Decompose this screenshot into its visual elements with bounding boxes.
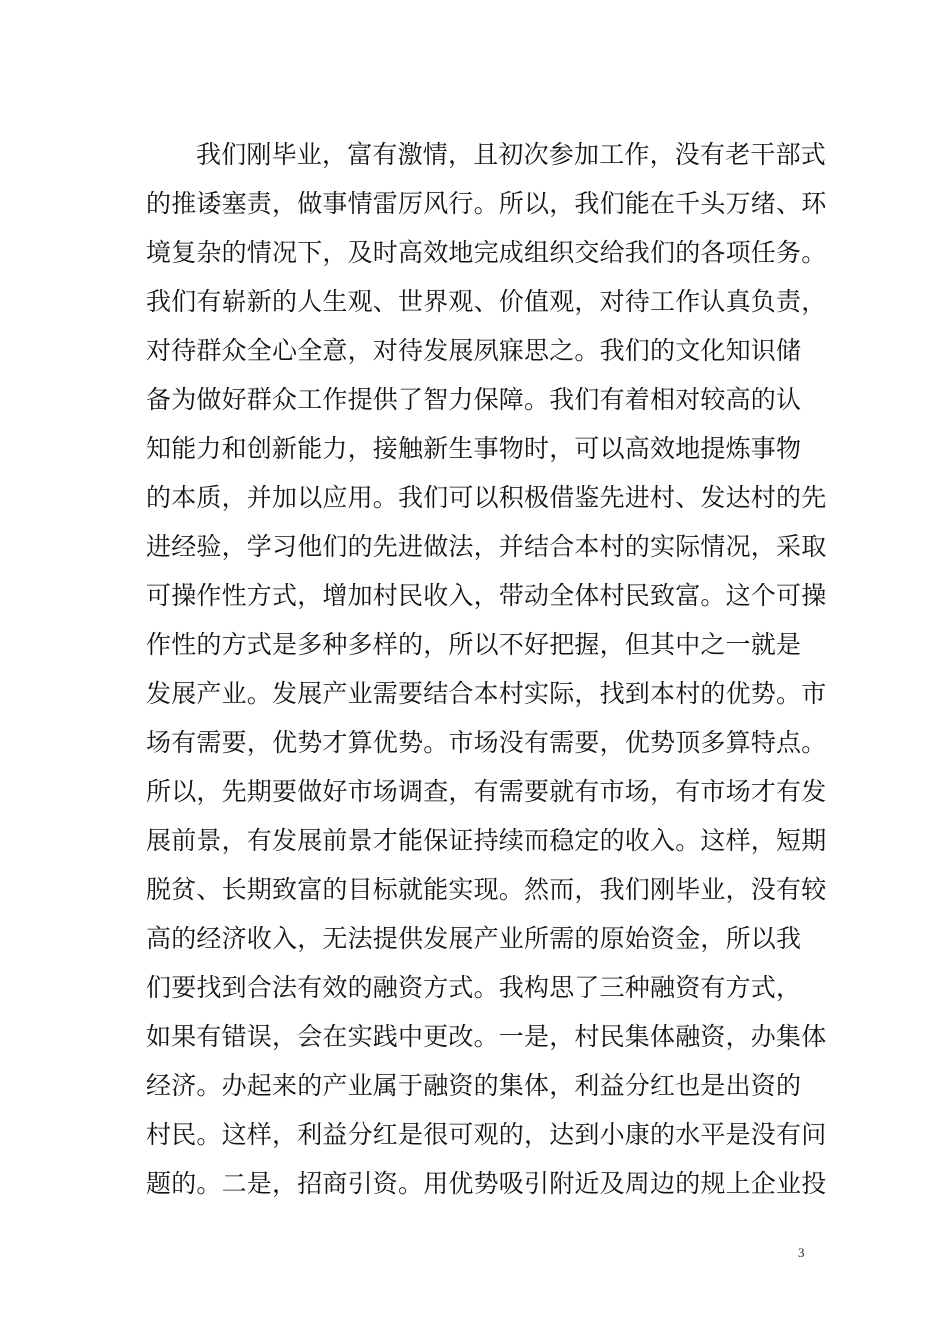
text-line: 备为做好群众工作提供了智力保障。我们有着相对较高的认 [146,385,802,414]
text-line: 村民。这样，利益分红是很可观的，达到小康的水平是没有问 [146,1120,827,1149]
text-line: 场有需要，优势才算优势。市场没有需要，优势顶多算特点。 [146,728,827,757]
text-line: 经济。办起来的产业属于融资的集体，利益分红也是出资的 [146,1071,802,1100]
text-line: 高的经济收入，无法提供发展产业所需的原始资金，所以我 [146,924,802,953]
text-line: 境复杂的情况下，及时高效地完成组织交给我们的各项任务。 [146,238,827,267]
text-line: 我们有崭新的人生观、世界观、价值观，对待工作认真负责， [146,287,827,316]
text-line: 们要找到合法有效的融资方式。我构思了三种融资有方式， [146,973,802,1002]
text-line: 如果有错误，会在实践中更改。一是，村民集体融资，办集体 [146,1022,827,1051]
text-line: 发展产业。发展产业需要结合本村实际，找到本村的优势。市 [146,679,827,708]
text-line: 对待群众全心全意，对待发展夙寐思之。我们的文化知识储 [146,336,802,365]
text-line: 的本质，并加以应用。我们可以积极借鉴先进村、发达村的先 [146,483,827,512]
page-number: 3 [798,1245,805,1260]
text-line: 知能力和创新能力，接触新生事物时，可以高效地提炼事物 [146,434,802,463]
text-line: 展前景，有发展前景才能保证持续而稳定的收入。这样，短期 [146,826,827,855]
text-line: 的推诿塞责，做事情雷厉风行。所以，我们能在千头万绪、环 [146,189,827,218]
text-line: 作性的方式是多种多样的，所以不好把握，但其中之一就是 [146,630,802,659]
text-line: 可操作性方式，增加村民收入，带动全体村民致富。这个可操 [146,581,827,610]
text-line: 进经验，学习他们的先进做法，并结合本村的实际情况，采取 [146,532,827,561]
text-line: 所以，先期要做好市场调查，有需要就有市场，有市场才有发 [146,777,827,806]
text-line: 题的。二是，招商引资。用优势吸引附近及周边的规上企业投 [146,1169,827,1198]
text-line: 脱贫、长期致富的目标就能实现。然而，我们刚毕业，没有较 [146,875,827,904]
body-paragraph [146,130,836,1208]
text-line: 我们刚毕业，富有激情，且初次参加工作，没有老干部式 [196,140,827,169]
